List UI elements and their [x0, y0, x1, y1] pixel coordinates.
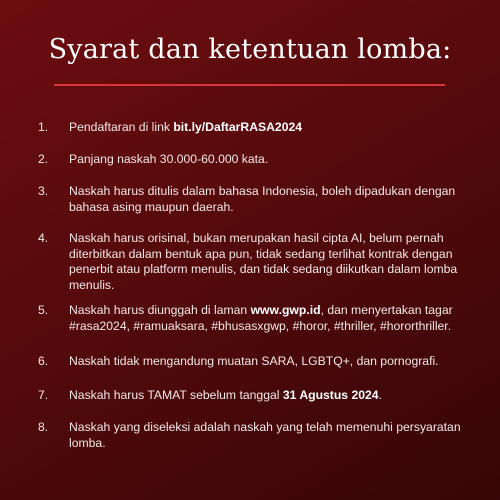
title-underline [54, 84, 445, 86]
item-number: 8. [38, 420, 49, 434]
item-text [69, 120, 484, 136]
item-number: 1. [38, 120, 49, 134]
item-text: Naskah harus orisinal, bukan merupakan hasil cipta AI, belum pernah diterbitkan dalam bentuk apa pun, tidak sedang terlihat kontrak dengan penerbit atau platform menulis, dan tidak sedang diikutkan dalam lomba menulis. [69, 231, 458, 292]
item-text-part: Pendaftaran di link [69, 120, 174, 134]
item-text-part: Naskah harus TAMAT sebelum tanggal [69, 388, 283, 402]
item-number: 3. [38, 184, 49, 198]
deadline-date: 31 Agustus 2024 [282, 388, 379, 402]
item-text-part: . [378, 388, 382, 402]
item-number: 6. [38, 354, 49, 368]
item-text: Panjang naskah 30.000-60.000 kata. [69, 152, 269, 166]
item-text: Naskah tidak mengandung muatan SARA, LGBTQ+, dan pornografi. [69, 354, 439, 368]
item-text [69, 388, 484, 404]
item-text: Naskah harus ditulis dalam bahasa Indonesia, boleh dipadukan dengan bahasa asing maupun daerah. [69, 184, 456, 214]
item-text: Naskah yang diseleksi adalah naskah yang telah memenuhi persyaratan lomba. [69, 420, 461, 450]
item-number: 2. [38, 152, 49, 166]
item-text [69, 303, 484, 334]
page-title: Syarat dan ketentuan lomba: [48, 34, 452, 65]
website-link[interactable]: www.gwp.id [250, 303, 321, 317]
item-number: 7. [38, 388, 49, 402]
item-number: 4. [38, 231, 49, 245]
item-number: 5. [38, 303, 49, 317]
item-text-part: , dan menyertakan tagar #rasa2024, #ramuaksara, #bhusasxgwp, #horor, #thriller, #hororthriller. [69, 303, 453, 333]
registration-link[interactable]: bit.ly/DaftarRASA2024 [173, 120, 303, 134]
item-text-part: Naskah harus diunggah di laman [69, 303, 251, 317]
